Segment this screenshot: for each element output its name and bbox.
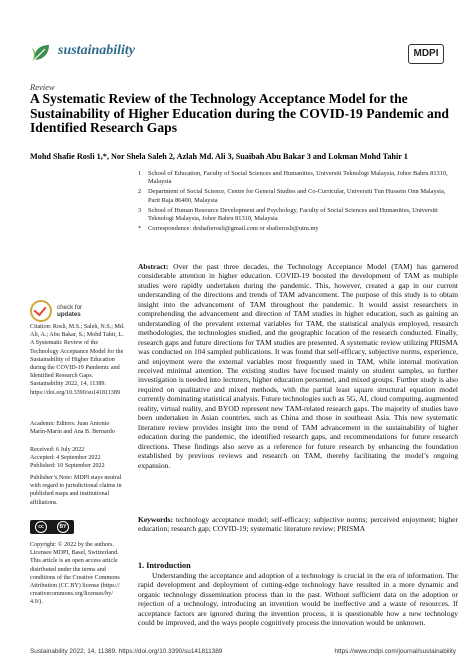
accepted-date: Accepted: 4 September 2022 [30,455,101,462]
cc-by-license-icon[interactable] [30,520,74,534]
by-icon: BY [57,521,69,533]
copyright-notice: Copyright: © 2022 by the authors. Licensee MDPI, Basel, Switzerland. This article is an open access article distributed under the terms and conditions of the Creative Commons Attribution (CC BY) license (https:// creativecommons.org/licenses/by/ 4.0/). [30,542,120,606]
keywords-label: Keywords: [138,515,173,524]
footer-citation: Sustainability 2022, 14, 11389. https://doi.org/10.3390/su141811389 [30,648,223,655]
affiliation-1 [138,170,458,187]
abstract-text: Over the past three decades, the Technology Acceptance Model (TAM) has garnered considerable attention in higher education. COVID-19 boosted the development of TAM as multiple studies were rapidly undertaken during the pandemic. This, however, created a gap in our current understanding of the directions and trends of TAM advancement. The purpose of this study is to obtain insight into the advancement of TAM throughout the pandemic. It would assist researchers in comprehending the advancement and direction of TAM studies in higher education, such as gaining an understanding of the prevalent external variables for TAM, the statistical analysis employed, research methodologies, the technologies studied, and the geographic location of the research conducted. Finally, research gaps and future directions for TAM studies are presented. A systematic review utilizing PRISMA was conducted on 104 sampled publications. It was found that self-efficacy, subjective norms, experience, and enjoyment were the external variables most frequently used in TAM, while internal motivation received minimal attention. The existing studies have focused mainly on student samples, so further investigation is needed into lecturers, higher education personnel, and mixed groups. Further study is also required on qualitative and mixed methods, with the partial least square structural equation model currently dominating statistical analysis. Future technologies such as 5G, AI, cloud computing, augmented reality, virtual reality, and BYOD represent new TAM-related research gaps. The majority of studies have been undertaken in Asian countries, such as China and those in southeast Asia. This new systematic literature review provides insight into the trend of TAM advancement in the sustainability of higher education during the pandemic, the identified research gaps, and recommendations for future research directions. These findings also serve as a reference for future research by enhancing the foundation established by previous reviews and research on TAM, thereby facilitating the model’s ongoing expansion. [138,262,458,470]
footer-journal-link[interactable]: https://www.mdpi.com/journal/sustainability [334,648,456,655]
check-updates-label: check for updates [57,304,83,318]
correspondence-text[interactable]: Correspondence: drshafierosli@gmail.com or shafierosli@utm.my [148,224,319,232]
leaf-logo-icon [30,42,52,64]
author-list: Mohd Shafie Rosli 1,*, Nor Shela Saleh 2, Azlah Md. Ali 3, Suaibah Abu Bakar 3 and Lokman Mohd Tahir 1 [30,152,408,161]
correspondence-marker: * [138,224,142,232]
affiliation-text: School of Education, Faculty of Social Sciences and Humanities, Universiti Teknologi Malaysia, Johor Bahru 81310, Malaysia [148,170,448,186]
publisher-note: Publisher’s Note: MDPI stays neutral with regard to jurisdictional claims in published maps and institutional affiliations. [30,475,122,506]
affiliation-number: 1 [138,170,142,177]
article-type: Review [30,82,55,92]
published-date: Published: 10 September 2022 [30,463,105,470]
affiliation-3 [138,207,458,224]
received-date: Received: 6 July 2022 [30,447,85,453]
affiliation-text: School of Human Resource Development and Psychology, Faculty of Social Sciences and Humanities, Universiti Teknologi Malaysia, Johor Bahru 81310, Malaysia [148,206,438,223]
check-for-updates-button[interactable] [30,300,82,322]
section-heading: 1. Introduction [138,561,191,570]
citation-block: Citation: Rosli, M.S.; Saleh, N.S.; Md. Ali, A.; Abu Bakar, S.; Mohd Tahir, L. A Systematic Review of the Technology Acceptance Model for the Sustainability of Higher Education during the COVID-19 Pandemic and Identified Research Gaps. Sustainability 2022, 14, 11389. https://doi.org/10.3390/su141811389 [30,324,125,396]
abstract-label: Abstract: [138,262,169,271]
affiliation-number: 3 [138,206,142,214]
check-updates-icon [30,300,52,322]
mdpi-logo: MDPI [408,44,444,64]
correspondence [138,225,458,233]
affiliation-text: Department of Social Science, Centre for General Studies and Co-Curricular, Universiti Tun Hussein Onn Malaysia, Parit Raja 86400, Malaysia [148,188,446,204]
cc-icon: cc [35,521,47,533]
keywords-text: technology acceptance model; self-efficacy; subjective norms; perceived enjoyment; higher education; research gap; COVID-19; systematic literature review; PRISMA [138,515,459,534]
introduction-paragraph: Understanding the acceptance and adoption of a technology is crucial in the era of information. The rapid development and deployment of cutting-edge technology have resulted in a more dynamic and organic technology dissemination process than in the past. Without sufficient data on the adoption or rejection of a technology, introducing an invention would be ineffective and a waste of resources. If acceptance factors are ignored during the invention process, it is questionable how a new technology could be improved, and the ways people cognitively process the innovation would be unknown. [138,571,458,628]
article-title: A Systematic Review of the Technology Acceptance Model for the Sustainability of Higher Education during the COVID-19 Pandemic and Identified Research Gaps [30,91,449,135]
affiliation-number: 2 [138,188,142,196]
affiliation-2 [138,188,458,205]
journal-name: sustainability [58,43,136,58]
abstract [138,262,458,470]
academic-editors: Academic Editors: Juan Antonio Marín-Marín and Ana B. Bernardo [30,421,115,436]
keywords [138,515,458,534]
publication-dates [30,446,126,471]
affiliations [138,170,458,235]
